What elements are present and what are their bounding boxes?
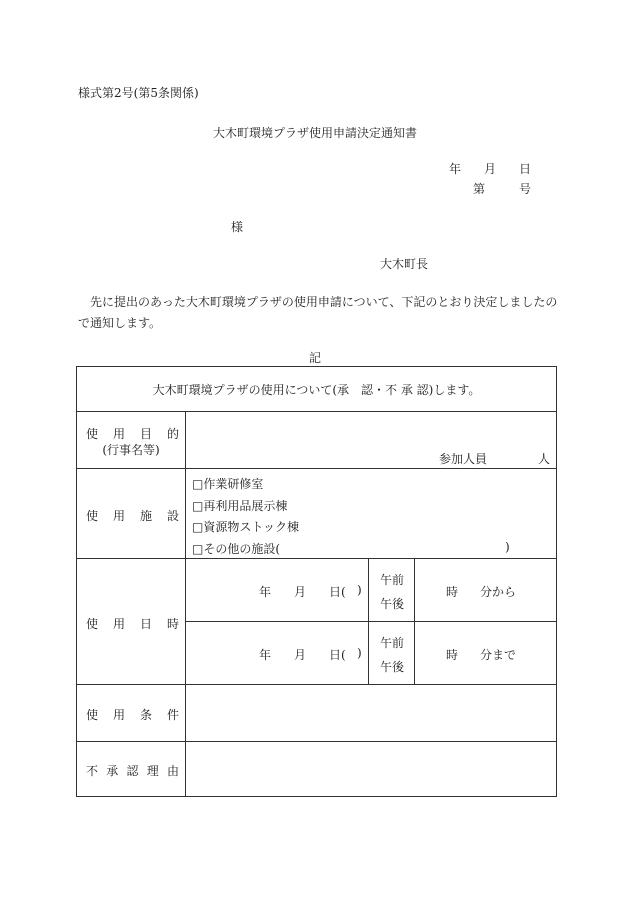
addressee-suffix: 様 xyxy=(231,220,244,234)
date-year: 年 xyxy=(449,162,462,176)
end-minute-to: 分まで xyxy=(480,648,517,662)
table-rule xyxy=(77,558,556,559)
purpose-label: 使 用 目 的 xyxy=(86,427,179,441)
start-year: 年 xyxy=(259,585,272,599)
facility-other-close: ) xyxy=(505,540,510,554)
start-am[interactable]: 午前 xyxy=(380,573,405,587)
document-number-line xyxy=(473,180,531,197)
form-number: 様式第2号(第5条関係) xyxy=(78,86,199,100)
start-day: 日( xyxy=(329,585,346,599)
start-day-close: ) xyxy=(357,583,362,597)
ki-heading: 記 xyxy=(308,351,321,365)
facility-option-workshop[interactable]: □作業研修室 xyxy=(192,477,264,491)
table-rule xyxy=(185,411,186,796)
table-rule xyxy=(185,621,556,622)
datetime-label: 使 用 日 時 xyxy=(86,617,179,631)
end-year: 年 xyxy=(259,648,272,662)
conditions-label: 使 用 条 件 xyxy=(86,708,179,722)
start-hour: 時 xyxy=(446,585,459,599)
rejection-reason-label: 不 承 認 理 由 xyxy=(86,764,179,778)
end-hour: 時 xyxy=(446,648,459,662)
participants-label: 参加人員 xyxy=(439,452,488,466)
number-dai: 第 xyxy=(473,182,486,196)
end-pm[interactable]: 午後 xyxy=(380,660,405,674)
body-text: 先に提出のあった大木町環境プラザの使用申請について、下記のとおり決定しましたので通知します。 xyxy=(78,295,558,330)
date-day: 日 xyxy=(518,162,531,176)
participants-unit: 人 xyxy=(538,452,551,466)
purpose-input-area[interactable] xyxy=(195,421,545,443)
table-rule xyxy=(77,411,556,412)
start-month: 月 xyxy=(294,585,307,599)
date-month: 月 xyxy=(483,162,496,176)
decision-statement: 大木町環境プラザの使用について(承 認・不 承 認)します。 xyxy=(152,383,481,397)
start-pm[interactable]: 午後 xyxy=(380,597,405,611)
end-day: 日( xyxy=(329,648,346,662)
conditions-input-area[interactable] xyxy=(195,695,545,731)
facility-label: 使 用 施 設 xyxy=(86,509,179,523)
end-month: 月 xyxy=(294,648,307,662)
issuer: 大木町長 xyxy=(380,257,429,271)
start-minute-from: 分から xyxy=(480,585,517,599)
date-line xyxy=(449,160,531,177)
table-rule xyxy=(77,468,556,469)
facility-option-other[interactable]: □その他の施設( xyxy=(192,542,281,556)
end-day-close: ) xyxy=(357,646,362,660)
decision-form-table xyxy=(76,366,557,797)
table-rule xyxy=(368,558,369,684)
facility-option-reuse-display[interactable]: □再利用品展示棟 xyxy=(192,499,288,513)
purpose-sublabel: (行事名等) xyxy=(102,443,160,457)
table-rule xyxy=(414,558,415,684)
document-title: 大木町環境プラザ使用申請決定通知書 xyxy=(212,126,417,140)
number-go: 号 xyxy=(518,182,531,196)
table-rule xyxy=(77,684,556,685)
rejection-reason-input-area[interactable] xyxy=(195,751,545,787)
end-am[interactable]: 午前 xyxy=(380,636,405,650)
facility-option-resource-stock[interactable]: □資源物ストック棟 xyxy=(192,520,299,534)
table-rule xyxy=(77,741,556,742)
